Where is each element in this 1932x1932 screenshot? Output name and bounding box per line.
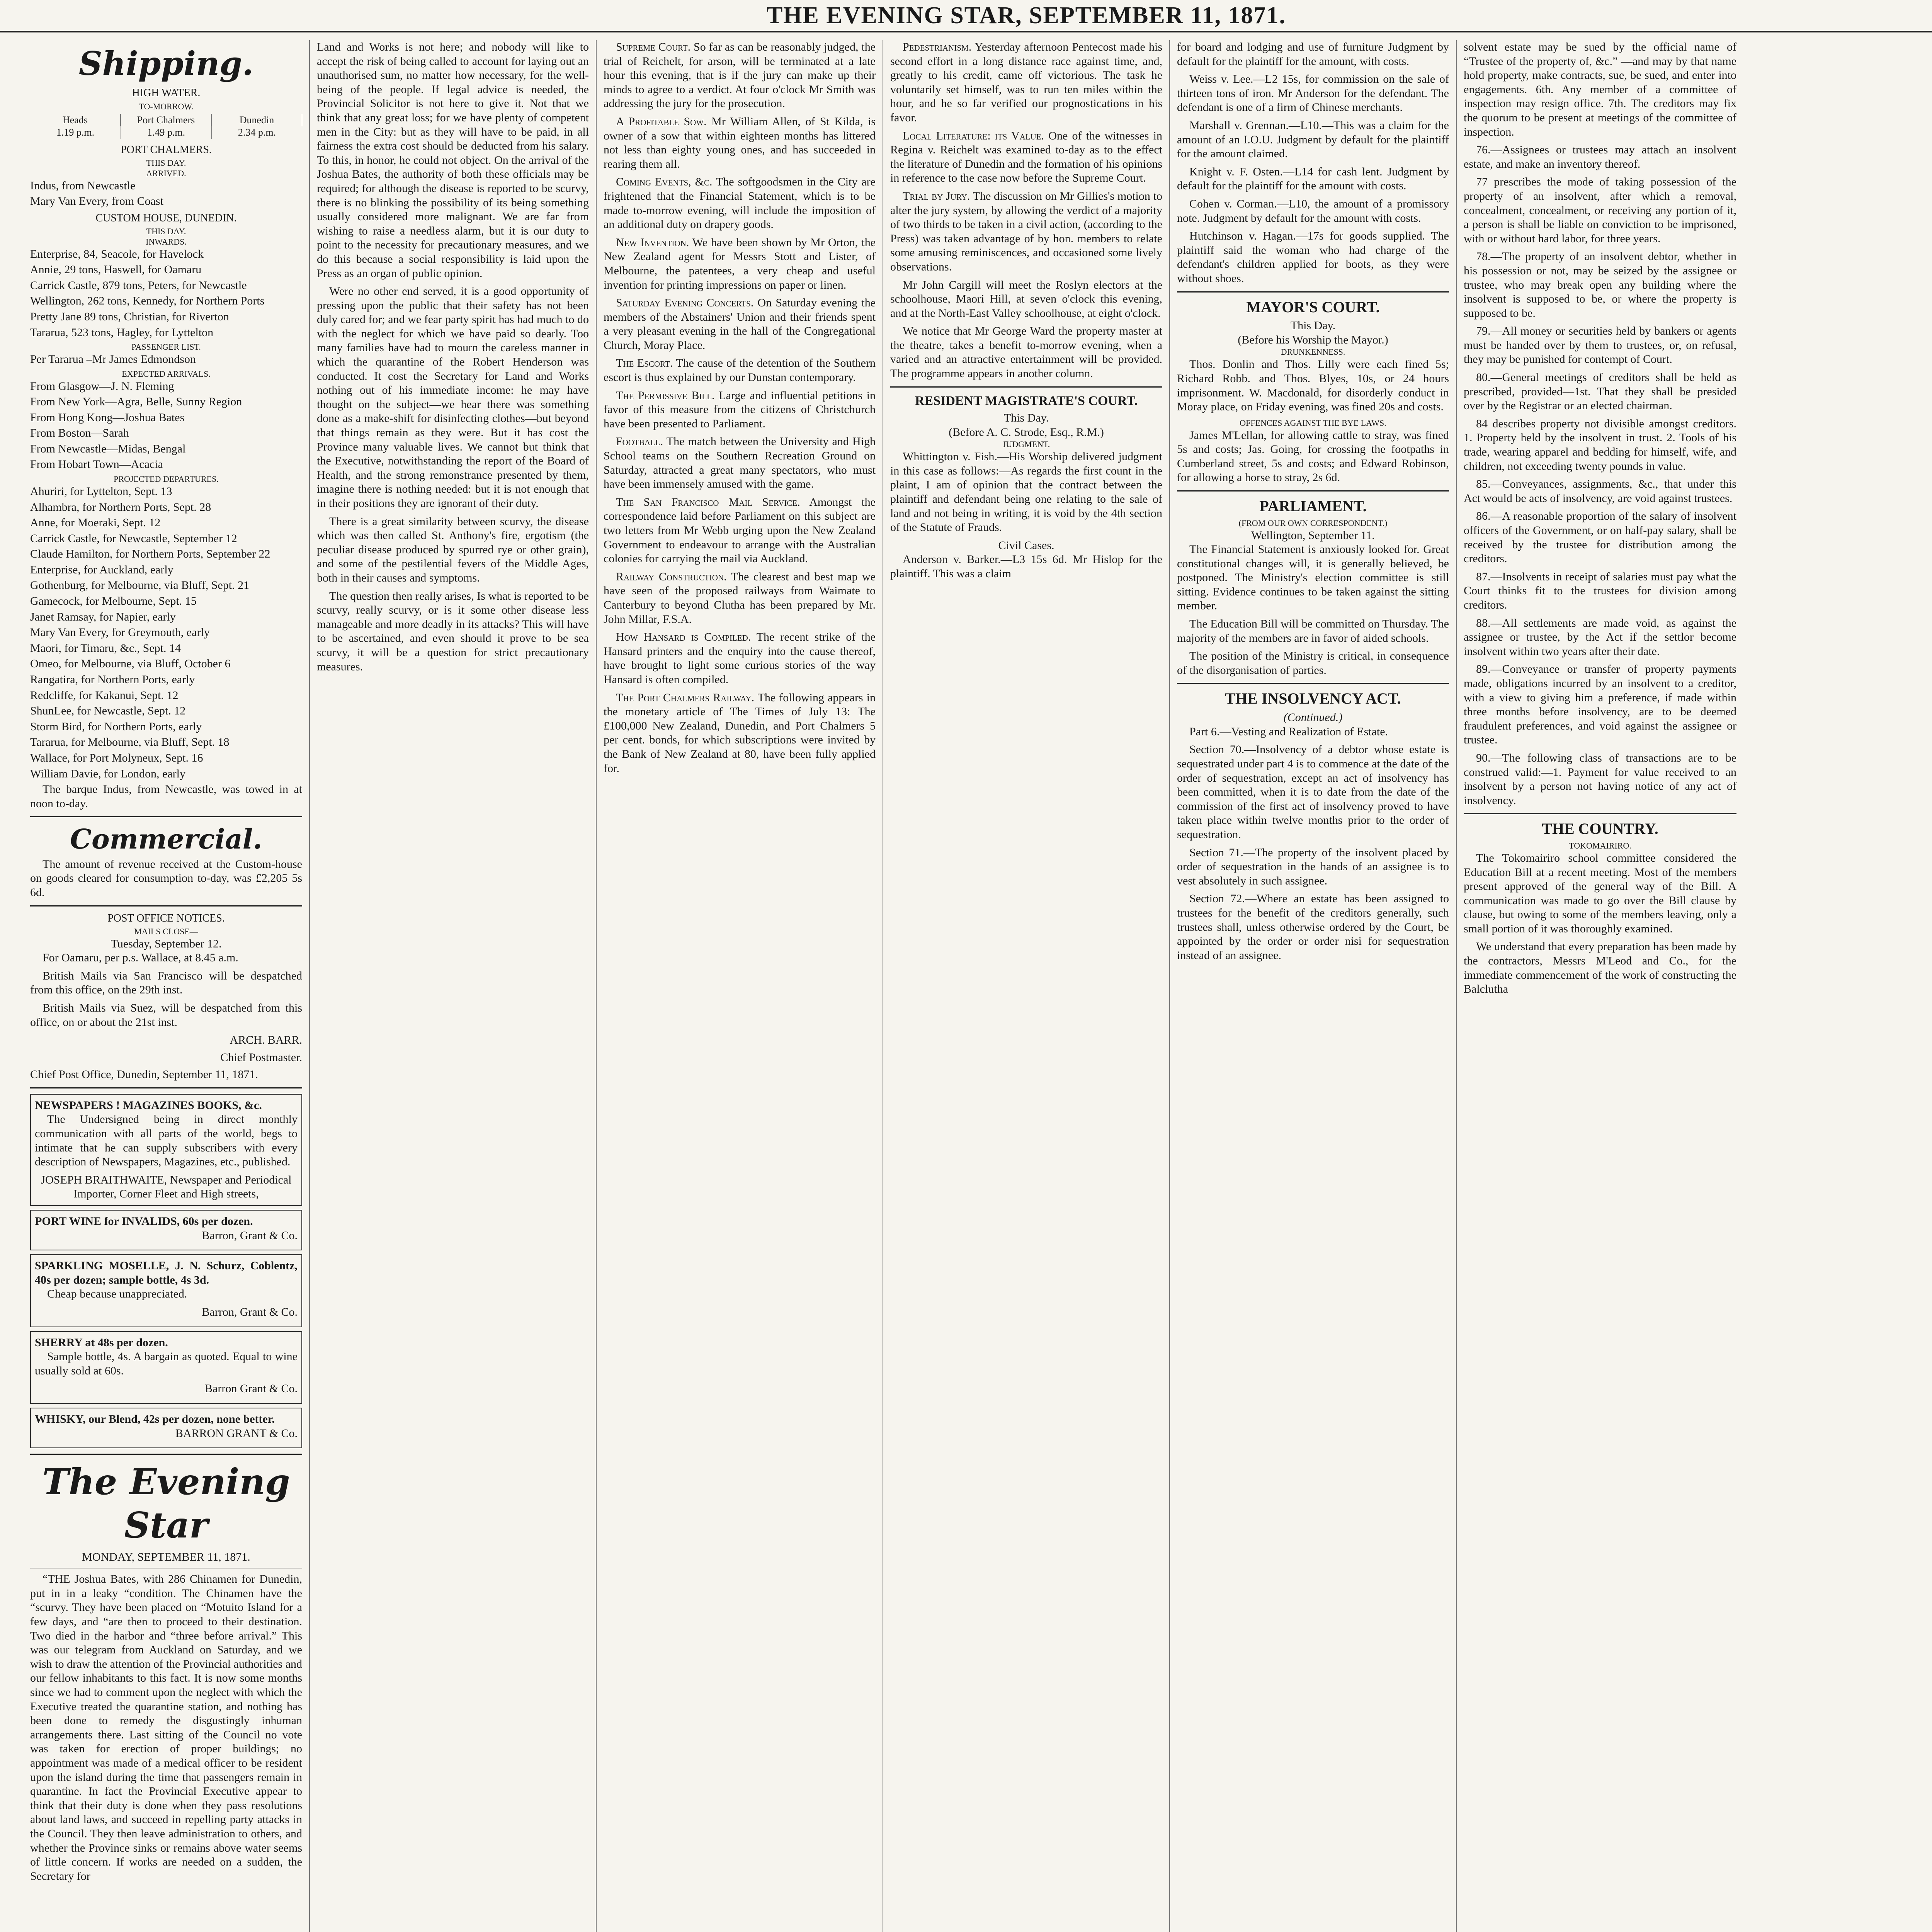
ad-body: Cheap because unappreciated. bbox=[47, 1287, 187, 1301]
news-item-text: We notice that Mr George Ward the property master at the theatre, takes a benefit to-morrow evening, when a varied and an attractive entertainment will be provided. The programme appears in another column. bbox=[890, 325, 1162, 380]
advertisement bbox=[30, 1094, 302, 1206]
news-item-text: Mr William Allen, of St Kilda, is owner of a sow that within eighteen months has littered not less than eighty young ones, and has succeeded in rearing them all. bbox=[604, 115, 876, 170]
insolvency-text: Section 70.—Insolvency of a debtor whose estate is sequestrated under part 4 is to commence at the date of the order of sequestration, except an act of insolvency has been committed, when it is to date from the date of the commission of the first act of insolvency proved to have taken place within twelve months prior to the order of sequestration. bbox=[1177, 743, 1449, 841]
masthead bbox=[0, 0, 1932, 32]
divider bbox=[1177, 490, 1449, 492]
ad-head: SHERRY at 48s per dozen. bbox=[35, 1336, 168, 1349]
news-item-text: The softgoodsmen in the City are frightened that the Financial Statement, which is to be made to-morrow evening, will include the imposition of an additional duty on drapery goods. bbox=[604, 175, 876, 231]
tide-cell bbox=[30, 114, 121, 138]
mayors-court-before: (Before his Worship the Mayor.) bbox=[1238, 333, 1388, 346]
high-water-heading: HIGH WATER. bbox=[132, 87, 201, 99]
divider bbox=[1464, 813, 1736, 814]
port-chalmers-heading: PORT CHALMERS. bbox=[121, 143, 212, 156]
columns bbox=[23, 40, 1932, 1932]
tide-time: 2.34 p.m. bbox=[238, 127, 276, 138]
column-2 bbox=[310, 40, 597, 1932]
insolvency-text: 78.—The property of an insolvent debtor, whether in his possession or not, may be seized by the assignee or trustee, who may break open any building where the insolvent is supposed to be, or where the property is supposed to be. bbox=[1464, 250, 1736, 320]
news-item-title: The Permissive Bill. bbox=[616, 389, 715, 402]
projected-item: Gamecock, for Melbourne, Sept. 15 bbox=[30, 595, 197, 608]
expected-item: From Hobart Town—Acacia bbox=[30, 458, 163, 471]
insolvency-part: Part 6.—Vesting and Realization of Estate. bbox=[1189, 725, 1388, 738]
news-item-title: Coming Events, &c. bbox=[616, 175, 713, 189]
drunkenness-label: DRUNKENNESS. bbox=[1281, 347, 1345, 357]
post-office-heading: POST OFFICE NOTICES. bbox=[107, 912, 225, 924]
leader-paragraph: “THE Joshua Bates, with 286 Chinamen for Dunedin, put in in a leaky “condition. The Chinamen have the “scurvy. They have been placed on “Motuito Island for a few days, and “are then to proceed to their destination. Two died in the harbor and “three before arrival.” This was our telegram from Auckland on Saturday, and we wish to draw the attention of the Provincial authorities and our fellow inhabitants to this fact. It is now some months since we had to comment upon the neglect with which the Executive treated the quarantine station, and nothing has been done to remedy the disgustingly inhuman arrangements there. Last sitting of the Council no vote was taken for erection of proper buildings; no appointment was made of a medical officer to be resident upon the island during the time that passengers remain in quarantine. In fact the Provincial Executive appear to think that their duty is done when they pass resolutions about land laws, and succeed in repelling party attacks in the Council. They then leave administration to others, and whether the Province sinks or remains above water seems of little concern. If works are needed on a sudden, the Secretary for bbox=[30, 1573, 303, 1883]
ad-sign: BARRON GRANT & Co. bbox=[175, 1427, 298, 1440]
passenger-item: Per Tararua –Mr James Edmondson bbox=[30, 353, 196, 366]
projected-item: William Davie, for London, early bbox=[30, 767, 185, 780]
customs-heading: CUSTOM HOUSE, DUNEDIN. bbox=[95, 212, 237, 224]
expected-item: From New York—Agra, Belle, Sunny Region bbox=[30, 395, 242, 408]
court-text: Knight v. F. Osten.—L14 for cash lent. Judgment by default for the plaintiff for the amount with costs. bbox=[1177, 165, 1449, 192]
country-heading: THE COUNTRY. bbox=[1542, 820, 1658, 838]
post-line: British Mails via San Francisco will be despatched from this office, on the 29th inst. bbox=[30, 969, 302, 997]
mails-close-label: MAILS CLOSE— bbox=[134, 926, 198, 936]
projected-item: Ahuriri, for Lyttelton, Sept. 13 bbox=[30, 485, 172, 498]
rm-court-day: This Day. bbox=[1003, 412, 1049, 425]
evening-star-nameplate: The Evening Star bbox=[42, 1461, 290, 1546]
insolvency-text: 85.—Conveyances, assignments, &c., that under this Act would be acts of insolvency, are void against trustees. bbox=[1464, 478, 1736, 505]
commercial-heading: Commercial. bbox=[70, 823, 262, 855]
news-item-title: Local Literature: its Value. bbox=[903, 129, 1044, 142]
news-item-text: The recent strike of the Hansard printers and the enquiry into the cause thereof, have brought to light some curious stories of the way Hansard is often compiled. bbox=[604, 631, 876, 686]
news-item-text: One of the witnesses in Regina v. Reichelt was examined to-day as to the effect the literature of Dunedin and the formation of his opinions in reference to the case now before the Supreme Court. bbox=[890, 129, 1163, 185]
ad-sign: Barron Grant & Co. bbox=[205, 1382, 298, 1395]
tide-place: Heads bbox=[30, 114, 121, 126]
court-text: Anderson v. Barker.—L3 15s 6d. Mr Hislop for the plaintiff. This was a claim bbox=[890, 553, 1162, 580]
news-item-text: Large and influential petitions in favor of this measure from the citizens of Christchurch have been presented to Parliament. bbox=[604, 389, 876, 430]
news-item-title: A Profitable Sow. bbox=[616, 115, 707, 128]
news-item-title: Saturday Evening Concerts. bbox=[616, 296, 754, 310]
divider bbox=[1177, 683, 1449, 684]
insolvency-text: solvent estate may be sued by the official name of “Trustee of the property of, &c.” —and may by that name hold property, make contracts, sue, be sued, and enter into engagements. 6th. Any member of a committee of inspection may resign office. 7th. The creditors may fix the quorum to be present at meetings of the committee of inspection. bbox=[1464, 41, 1736, 138]
judgment-label: JUDGMENT. bbox=[1002, 439, 1050, 449]
insolvency-text: 90.—The following class of transactions are to be construed valid:—1. Payment for value received to an insolvent by a person not having notice of any act of insolvency. bbox=[1464, 751, 1736, 807]
expected-item: From Boston—Sarah bbox=[30, 427, 129, 440]
rm-court-heading: RESIDENT MAGISTRATE'S COURT. bbox=[915, 393, 1138, 408]
projected-item: Claude Hamilton, for Northern Ports, September 22 bbox=[30, 548, 270, 561]
ad-sign: JOSEPH BRAITHWAITE, Newspaper and Periodical Importer, Corner Fleet and High streets, bbox=[41, 1173, 292, 1201]
divider bbox=[1177, 291, 1449, 293]
passenger-list-label: PASSENGER LIST. bbox=[131, 342, 201, 352]
divider bbox=[30, 816, 302, 817]
projected-item: Wallace, for Port Molyneux, Sept. 16 bbox=[30, 752, 203, 764]
shipping-closing: The barque Indus, from Newcastle, was towed in at noon to-day. bbox=[30, 783, 302, 810]
expected-item: From Glasgow—J. N. Fleming bbox=[30, 379, 174, 393]
tide-time: 1.49 p.m. bbox=[147, 127, 185, 138]
page-title: THE EVENING STAR, SEPTEMBER 11, 1871. bbox=[766, 2, 1286, 29]
news-item-text: The discussion on Mr Gillies's motion to alter the jury system, by allowing the verdict of a majority of two thirds to be taken in a civil action, (according to the Press) was taken advantage of by hon. members to relate some amusing reminiscences, and occasioned some lively observations. bbox=[890, 189, 1162, 273]
advertisement bbox=[30, 1254, 302, 1327]
country-place: TOKOMAIRIRO. bbox=[1569, 841, 1631, 851]
mayors-court-heading: MAYOR'S COURT. bbox=[1246, 298, 1380, 316]
tide-cell bbox=[121, 114, 212, 138]
news-item-text: We have been shown by Mr Orton, the New Zealand agent for Messrs Stott and Lister, of Melbourne, the patentees, a very cheap and useful invention for printing impressions on paper or linen. bbox=[604, 236, 876, 291]
court-text: for board and lodging and use of furniture Judgment by default for the plaintiff for the amount, with costs. bbox=[1177, 41, 1449, 68]
ad-sign: Barron, Grant & Co. bbox=[202, 1306, 298, 1318]
mayors-court-day: This Day. bbox=[1290, 319, 1336, 332]
ad-sign: Barron, Grant & Co. bbox=[202, 1229, 298, 1242]
tomorrow-label: TO-MORROW. bbox=[139, 101, 194, 111]
news-item-title: New Invention. bbox=[616, 236, 689, 249]
postmaster-name: ARCH. BARR. bbox=[230, 1034, 302, 1047]
tide-table bbox=[30, 114, 302, 138]
column-4 bbox=[883, 40, 1170, 1932]
leader-paragraph: There is a great similarity between scurvy, the disease which was then called St. Anthony's fire, ergotism (the peculiar disease produced by spurred rye or other grain), and some of the pestilential fevers of the Middle Ages, both in their causes and symptoms. bbox=[317, 515, 589, 584]
tide-cell bbox=[212, 114, 302, 138]
expected-label: EXPECTED ARRIVALS. bbox=[122, 369, 211, 379]
divider bbox=[890, 386, 1162, 388]
inwards-item: Wellington, 262 tons, Kennedy, for Northern Ports bbox=[30, 294, 265, 308]
this-day-label: THIS DAY. bbox=[146, 158, 186, 168]
insolvency-text: 77 prescribes the mode of taking possession of the property of an insolvent, after which a removal, concealment, concealment, or receiving any portion of it, a person is shall be liable on conviction to be imprisoned, with or without hard labor, for three years. bbox=[1464, 175, 1736, 245]
arrived-label: ARRIVED. bbox=[146, 168, 186, 178]
court-text: Thos. Donlin and Thos. Lilly were each fined 5s; Richard Robb. and Thos. Blyes, 10s, or 24 hours imprisonment. W. Macdonald, for disorderly conduct in Moray place, on Friday evening, was fined 20s and costs. bbox=[1177, 358, 1449, 413]
projected-item: Anne, for Moeraki, Sept. 12 bbox=[30, 516, 161, 529]
ad-body: The Undersigned being in direct monthly communication with all parts of the world, begs to intimate that he can supply subscribers with every description of Newspapers, Magazines, etc., published. bbox=[35, 1113, 298, 1168]
news-item-text: The following appears in the monetary article of The Times of July 13: The £100,000 New Zealand, Dunedin, and Port Chalmers 5 per cent. bonds, for which subscriptions were invited by the Bank of New Zealand at 80, have been fully applied for. bbox=[604, 691, 876, 775]
tide-place: Port Chalmers bbox=[121, 114, 211, 126]
leader-paragraph: Were no other end served, it is a good opportunity of pressing upon the public that their safety has not been duly cared for; and we fear party spirit has had much to do with the neglect for which we have paid so dearly. Too many families have had to mourn the careless manner in which the quarantine of the Robert Henderson was conducted. It cost the Secretary for Land and Works nothing out of his immediate income: he may have thought on the subject—we hear there was something done as a make-shift for disinfecting clothes—but beyond that things remain as they were. But it has cost the Province many valuable lives. We cannot but think that the Executive, notwithstanding the report of the Board of Health, and the strong remonstrance presented by them, imagine there is nothing needed: but it is not enough that in their positions they are ignorant of their duty. bbox=[317, 285, 589, 510]
divider bbox=[30, 905, 302, 906]
projected-item: Omeo, for Melbourne, via Bluff, October 6 bbox=[30, 657, 231, 670]
post-office-place: Chief Post Office, Dunedin, September 11, 1871. bbox=[30, 1068, 258, 1081]
divider bbox=[30, 1087, 302, 1088]
arrival-item: Indus, from Newcastle bbox=[30, 179, 136, 192]
advertisement bbox=[30, 1331, 302, 1404]
court-text: Hutchinson v. Hagan.—17s for goods supplied. The plaintiff said the woman who had charge of the defendant's children applied for boots, as they were without shoes. bbox=[1177, 230, 1449, 285]
projected-item: Janet Ramsay, for Napier, early bbox=[30, 610, 176, 623]
advertisement bbox=[30, 1210, 302, 1250]
civil-cases-label: Civil Cases. bbox=[998, 539, 1054, 552]
leader-paragraph: The question then really arises, Is what is reported to be scurvy, really scurvy, or is it some other disease less manageable and more deadly in its attacks? This will have to be ascertained, and even should it prove to be sea scurvy, it will be a question for strict precautionary measures. bbox=[317, 589, 589, 673]
bylaws-label: OFFENCES AGAINST THE BYE LAWS. bbox=[1240, 418, 1386, 428]
projected-item: Redcliffe, for Kakanui, Sept. 12 bbox=[30, 689, 179, 702]
column-1 bbox=[23, 40, 310, 1932]
news-item-title: Pedestrianism. bbox=[903, 41, 972, 53]
parliament-text: The Education Bill will be committed on Thursday. The majority of the members are in favor of aided schools. bbox=[1177, 617, 1449, 645]
insolvency-text: Section 71.—The property of the insolvent placed by order of sequestration in the hands of an assignee is to vest absolutely in such assignee. bbox=[1177, 846, 1449, 887]
court-text: Whittington v. Fish.—His Worship delivered judgment in this case as follows:—As regards the first count in the plaint, I am of opinion that the contract between the plaintiff and defendant being one relating to the sale of land and not being in writing, it is void by the 4th section of the Statute of Frauds. bbox=[890, 450, 1162, 534]
expected-item: From Hong Kong—Joshua Bates bbox=[30, 411, 185, 424]
news-item-title: How Hansard is Compiled. bbox=[616, 631, 751, 644]
projected-item: Mary Van Every, for Greymouth, early bbox=[30, 626, 210, 639]
news-item-title: The Escort. bbox=[616, 357, 673, 370]
inwards-item: Pretty Jane 89 tons, Christian, for Riverton bbox=[30, 310, 229, 323]
post-line: British Mails via Suez, will be despatched from this office, on or about the 21st inst. bbox=[30, 1001, 302, 1029]
news-item-title: Supreme Court. bbox=[616, 41, 691, 53]
column-6 bbox=[1457, 40, 1743, 1932]
customs-day-label: THIS DAY. bbox=[146, 226, 186, 236]
issue-date: MONDAY, SEPTEMBER 11, 1871. bbox=[82, 1550, 250, 1563]
inwards-item: Enterprise, 84, Seacole, for Havelock bbox=[30, 247, 204, 260]
court-text: Weiss v. Lee.—L2 15s, for commission on the sale of thirteen tons of iron. Mr Anderson for the defendant. The defendant is one of a firm of Chinese merchants. bbox=[1177, 73, 1449, 114]
projected-item: ShunLee, for Newcastle, Sept. 12 bbox=[30, 704, 186, 718]
divider bbox=[30, 1454, 302, 1455]
court-text: James M'Lellan, for allowing cattle to stray, was fined 5s and costs; Jas. Going, for crossing the footpaths in Cumberland street, 5s and costs; and Edward Robinson, for allowing a horse to stray, 2s 6d. bbox=[1177, 429, 1449, 484]
projected-item: Maori, for Timaru, &c., Sept. 14 bbox=[30, 641, 181, 655]
ad-head: SPARKLING MOSELLE, J. N. Schurz, Coblentz, 40s per dozen; sample bottle, 4s 3d. bbox=[35, 1259, 298, 1286]
insolvency-text: 76.—Assignees or trustees may attach an insolvent estate, and make an inventory thereof. bbox=[1464, 143, 1736, 170]
ad-head: WHISKY, our Blend, 42s per dozen, none better. bbox=[35, 1412, 275, 1425]
court-text: Cohen v. Corman.—L10, the amount of a promissory note. Judgment by default for the amount with costs. bbox=[1177, 197, 1449, 224]
column-5 bbox=[1170, 40, 1457, 1932]
arrival-item: Mary Van Every, from Coast bbox=[30, 195, 163, 208]
column-3 bbox=[597, 40, 883, 1932]
insolvency-heading: THE INSOLVENCY ACT. bbox=[1225, 690, 1401, 707]
insolvency-continued: (Continued.) bbox=[1283, 711, 1343, 724]
ad-head: NEWSPAPERS ! MAGAZINES BOOKS, &c. bbox=[35, 1099, 262, 1112]
news-item-title: Trial by Jury. bbox=[903, 189, 970, 202]
inwards-item: Carrick Castle, 879 tons, Peters, for Newcastle bbox=[30, 279, 247, 292]
insolvency-text: 80.—General meetings of creditors shall be held as prescribed, provided—1st. That they shall be presided over by the Registrar or an elected chairman. bbox=[1464, 371, 1736, 412]
rm-court-before: (Before A. C. Strode, Esq., R.M.) bbox=[949, 425, 1104, 439]
inwards-label: INWARDS. bbox=[146, 236, 187, 247]
news-item-title: Railway Construction. bbox=[616, 570, 727, 583]
insolvency-text: 86.—A reasonable proportion of the salary of insolvent officers of the Government, or on half-pay salary, shall be received by the trustee for distribution among the creditors. bbox=[1464, 510, 1736, 565]
projected-item: Carrick Castle, for Newcastle, September 12 bbox=[30, 532, 237, 545]
postmaster-title: Chief Postmaster. bbox=[220, 1051, 302, 1064]
leader-continued: Land and Works is not here; and nobody will like to accept the risk of being called to account for laying out an unauthorised sum, no matter how necessary, for the well-being of the people. If legal advice is needed, the Provincial Solicitor is not here to give it. Not that we think that any great loss; for we have plenty of competent men in the City: but as they will have to be paid, in all fairness the extra cost should be deducted from his salary. To this, in honor, he could not object. On the arrival of the Joshua Bates, the authority of both these officials may be required; for although the disease is reported to be scurvy, there is no blinking the possibility of its being something usually considered more malignant. We are far from wishing to raise a needless alarm, but it is our duty to point to the necessity for precautionary measures, and we do this because a social responsibility is laid upon the Press as an organ of public opinion. bbox=[317, 41, 589, 280]
news-item-text: The cause of the detention of the Southern escort is thus explained by our Dunstan contemporary. bbox=[604, 357, 876, 384]
commercial-text: The amount of revenue received at the Custom-house on goods cleared for consumption to-day, was £2,205 5s 6d. bbox=[30, 857, 302, 899]
news-item-text: Mr John Cargill will meet the Roslyn electors at the schoolhouse, Maori Hill, at seven o'clock this evening, and at the North-East Valley schoolhouse, at eight o'clock. bbox=[890, 278, 1162, 320]
ad-head: PORT WINE for INVALIDS, 60s per dozen. bbox=[35, 1215, 253, 1228]
news-item-text: Amongst the correspondence laid before Parliament on this subject are two letters from Mr Webb urging upon the New Zealand Government to endeavour to arrange with the Australian colonies for carrying the mail via Auckland. bbox=[604, 495, 876, 565]
projected-item: Rangatira, for Northern Ports, early bbox=[30, 673, 195, 686]
insolvency-text: Section 72.—Where an estate has been assigned to trustees for the benefit of the creditors generally, such trustees shall, unless otherwise ordered by the Court, be appointed by the order or order nisi for sequestration instead of an assignee. bbox=[1177, 892, 1449, 962]
insolvency-text: 87.—Insolvents in receipt of salaries must pay what the Court thinks fit to the trustees for division among creditors. bbox=[1464, 570, 1736, 611]
projected-label: PROJECTED DEPARTURES. bbox=[114, 474, 219, 484]
insolvency-text: 88.—All settlements are made void, as against the assignee or trustee, by the Act if the settlor become insolvent within two years after their date. bbox=[1464, 616, 1736, 658]
advertisement bbox=[30, 1408, 302, 1448]
tide-place: Dunedin bbox=[212, 114, 302, 126]
projected-item: Gothenburg, for Melbourne, via Bluff, Sept. 21 bbox=[30, 579, 250, 592]
insolvency-text: 79.—All money or securities held by bankers or agents must be handed over by them to trustees, or, on refusal, they may be punished for contempt of Court. bbox=[1464, 325, 1736, 366]
parliament-date: Wellington, September 11. bbox=[1251, 529, 1375, 542]
post-line: For Oamaru, per p.s. Wallace, at 8.45 a.m. bbox=[43, 951, 238, 964]
insolvency-text: 84 describes property not divisible amongst creditors. 1. Property held by the insolvent in trust. 2. Tools of his trade, wearing apparel and bedding for himself, wife, and children, not exceeding twenty pounds in value. bbox=[1464, 417, 1736, 473]
projected-item: Tararua, for Melbourne, via Bluff, Sept. 18 bbox=[30, 736, 230, 749]
expected-item: From Newcastle—Midas, Bengal bbox=[30, 442, 186, 455]
parliament-heading: PARLIAMENT. bbox=[1259, 497, 1367, 515]
ad-body: Sample bottle, 4s. A bargain as quoted. Equal to wine usually sold at 60s. bbox=[35, 1350, 298, 1377]
country-text: The Tokomairiro school committee considered the Education Bill at a recent meeting. Most of the members present approved of the general way of the Bill. A communication was made to go over the Bill clause by clause, but owing to some of the members leaving, only a small portion of it was thoroughly examined. bbox=[1464, 851, 1736, 935]
news-item-text: The match between the University and High School teams on the Southern Recreation Ground on Saturday, attracted a great many spectators, who must have been immensely amused with the game. bbox=[604, 435, 876, 491]
news-item-title: Football. bbox=[616, 435, 663, 448]
inwards-item: Tararua, 523 tons, Hagley, for Lyttelton bbox=[30, 326, 214, 339]
news-item-text: On Saturday evening the members of the Abstainers' Union and their friends spent a very pleasant evening in the hall of the Congregational Church, Moray Place. bbox=[604, 296, 876, 352]
parliament-from: (FROM OUR OWN CORRESPONDENT.) bbox=[1238, 518, 1388, 528]
country-text: We understand that every preparation has been made by the contractors, Messrs M'Leod and Co., for the immediate commencement of the work of constructing the Balclutha bbox=[1464, 940, 1736, 996]
news-item-text: The clearest and best map we have seen of the proposed railways from Waimate to Canterbury to beyond Clutha has been prepared by Mr. John Millar, F.S.A. bbox=[604, 570, 876, 626]
projected-item: Storm Bird, for Northern Ports, early bbox=[30, 720, 202, 733]
news-item-title: The San Francisco Mail Service. bbox=[616, 495, 800, 509]
news-item-title: The Port Chalmers Railway. bbox=[616, 691, 755, 704]
news-item-text: So far as can be reasonably judged, the trial of Reichelt, for arson, will be terminated at a late hour this evening, that is if the jury can make up their minds to agree to a verdict. At four o'clock Mr Smith was addressing the jury for the prosecution. bbox=[604, 41, 876, 110]
projected-item: Alhambra, for Northern Ports, Sept. 28 bbox=[30, 500, 211, 514]
news-item-text: Yesterday afternoon Pentecost made his second effort in a long distance race against time, and, greatly to his credit, came off victorious. The task he voluntarily set himself, was to run ten miles within the hour, and he so far verified our prognostications in his favor. bbox=[890, 41, 1162, 124]
projected-item: Enterprise, for Auckland, early bbox=[30, 563, 173, 576]
inwards-item: Annie, 29 tons, Haswell, for Oamaru bbox=[30, 263, 202, 276]
court-text: Marshall v. Grennan.—L10.—This was a claim for the amount of an I.O.U. Judgment by default for the plaintiff for the amount claimed. bbox=[1177, 119, 1449, 160]
insolvency-text: 89.—Conveyance or transfer of property payments made, obligations incurred by an insolvent to a creditor, with a view to giving him a preference, if made within three months before insolvency, are to be deemed fraudulent preferences, and void against the assignee or trustee. bbox=[1464, 663, 1736, 747]
post-line: Tuesday, September 12. bbox=[111, 937, 222, 950]
shipping-heading: Shipping. bbox=[78, 44, 254, 83]
parliament-text: The Financial Statement is anxiously looked for. Great constitutional changes will, it is generally believed, be postponed. The Ministry's election committee is still sitting. Evidence continues to be taken against the sitting member. bbox=[1177, 543, 1449, 612]
parliament-text: The position of the Ministry is critical, in consequence of the disorganisation of parties. bbox=[1177, 650, 1449, 677]
tide-time: 1.19 p.m. bbox=[56, 127, 95, 138]
